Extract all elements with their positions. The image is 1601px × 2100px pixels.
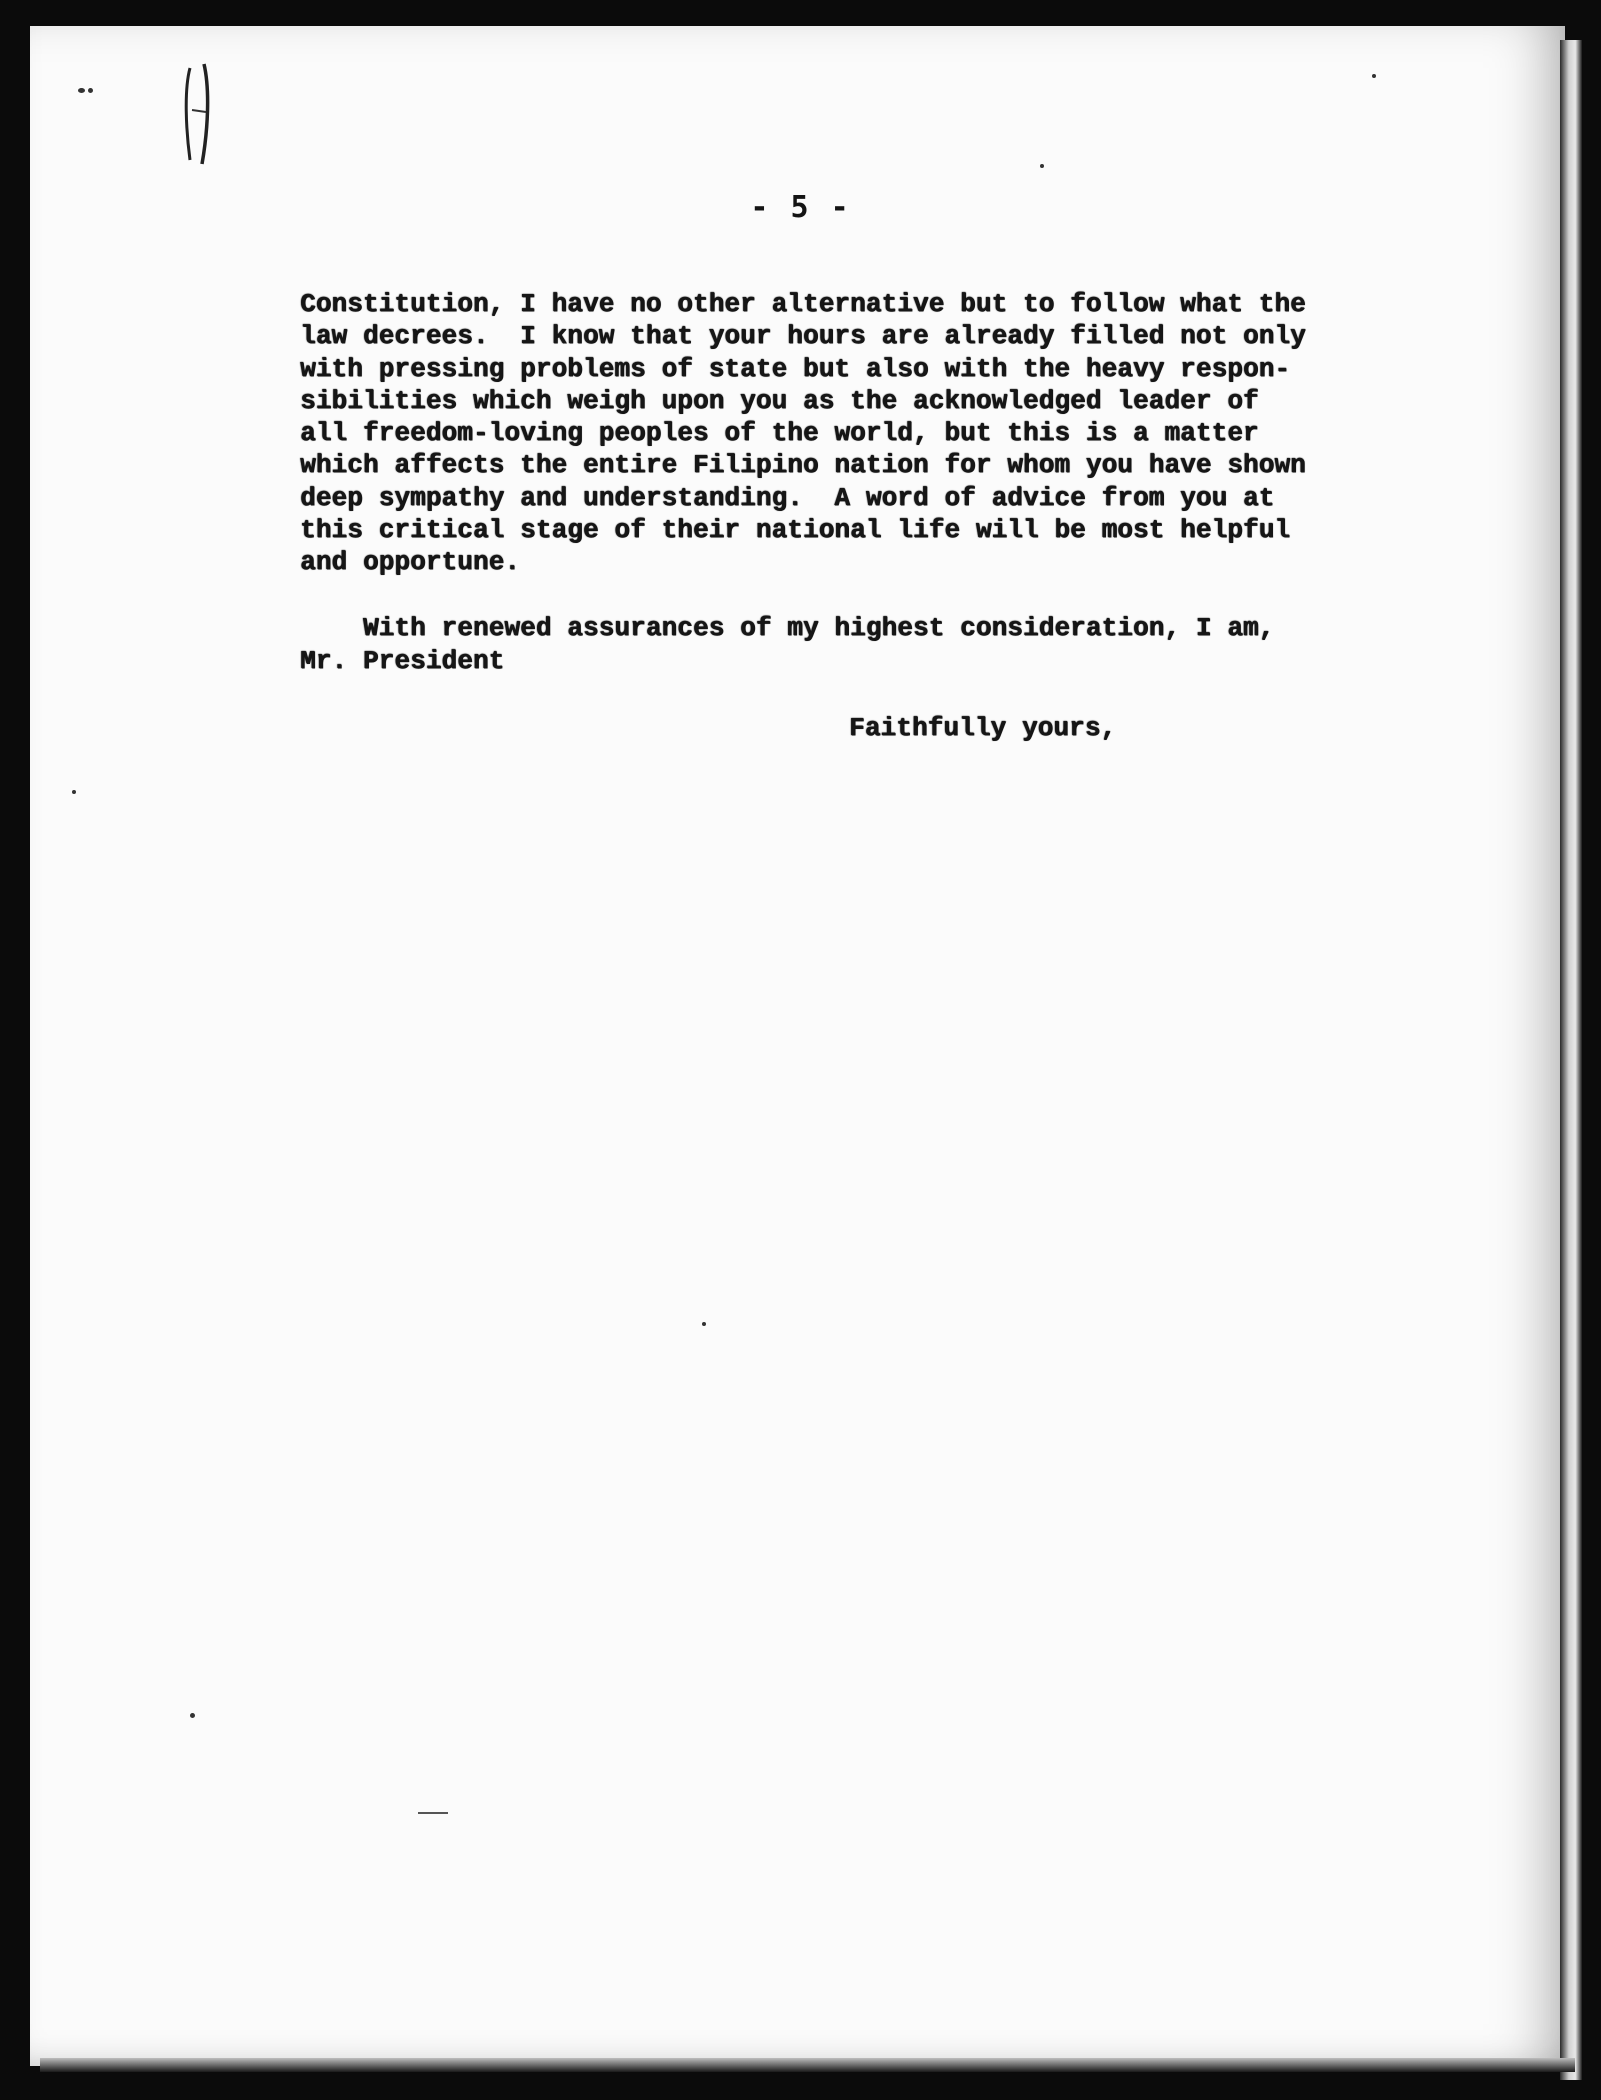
staple-mark-icon	[182, 60, 216, 170]
speck-mark	[78, 88, 85, 93]
text-line: sibilities which weigh upon you as the acknowledged leader of	[300, 385, 1259, 416]
speck-mark	[190, 1713, 195, 1718]
text-line: Mr. President	[300, 646, 505, 676]
page-number: - 5 -	[750, 190, 851, 225]
text-line: With renewed assurances of my highest consideration, I am,	[300, 613, 1275, 643]
speck-mark	[1372, 74, 1376, 78]
speck-mark	[702, 1322, 706, 1326]
paragraph-assurances	[300, 612, 1360, 678]
text-line: law decrees. I know that your hours are already filled not only	[300, 321, 1306, 352]
page-edge-bottom	[40, 2058, 1575, 2072]
speck-mark	[1040, 164, 1044, 168]
text-line: this critical stage of their national life will be most helpful	[300, 515, 1291, 546]
text-line: all freedom-loving peoples of the world, but this is a matter	[300, 418, 1259, 449]
text-line: which affects the entire Filipino nation for whom you have shown	[300, 450, 1306, 481]
speck-mark	[418, 1812, 448, 1814]
text-line: Constitution, I have no other alternative but to follow what the	[300, 289, 1306, 319]
paragraph-body	[300, 288, 1360, 579]
text-line: with pressing problems of state but also with the heavy respon-	[300, 353, 1291, 384]
text-line: and opportune.	[300, 547, 521, 578]
closing-salutation: Faithfully yours,	[849, 713, 1117, 743]
speck-mark	[72, 790, 76, 794]
speck-mark	[88, 88, 93, 93]
text-line: deep sympathy and understanding. A word of advice from you at	[300, 482, 1275, 513]
page-edge-right	[1560, 40, 1582, 2080]
